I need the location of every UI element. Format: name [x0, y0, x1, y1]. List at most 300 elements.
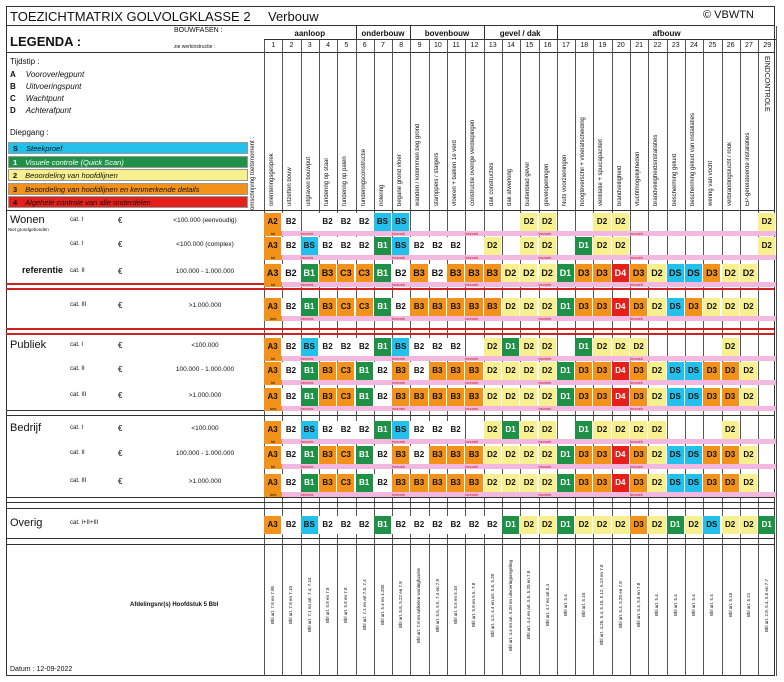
visit-label: bezoek [465, 464, 479, 469]
matrix-cell: B1 [356, 388, 374, 406]
matrix-cell: B3 [429, 362, 447, 380]
row-group-label: Publiek [10, 339, 47, 351]
row-value-range: 100.000 - 1.000.000 [175, 366, 235, 373]
column-label: wanden / kolommen beg grond [415, 123, 422, 206]
visit-start-label: bes [264, 492, 282, 497]
matrix-cell: B2 [392, 264, 410, 282]
bbl-reference: Bbl art. 5.21 [745, 592, 751, 618]
column-label: oriënteringsgesprek [269, 153, 275, 206]
matrix-cell: D3 [593, 298, 611, 316]
row-value-range: <100.000 (eenvoudig) [173, 217, 237, 224]
matrix-cell: D3 [593, 474, 611, 492]
matrix-cell: D4 [612, 446, 630, 464]
matrix-cell: D2 [539, 338, 557, 356]
column-number: 7 [380, 42, 385, 49]
row-value-range: <100.000 (complex) [176, 241, 234, 248]
column-number: 14 [507, 42, 515, 49]
column-label: uitgraven bouwput [305, 156, 312, 206]
matrix-cell: A3 [264, 362, 282, 380]
matrix-cell: B2 [374, 474, 392, 492]
matrix-cell: D3 [703, 362, 721, 380]
matrix-cell: B2 [319, 237, 337, 255]
matrix-cell: B2 [410, 237, 428, 255]
legend-code: B [10, 82, 16, 91]
visit-label: bezoek [300, 255, 314, 260]
legend-label: Beoordeling van hoofdlijnen [25, 171, 118, 180]
matrix-cell: D2 [648, 298, 666, 316]
column-label: vluchtmogelijkheden [635, 151, 641, 206]
matrix-cell: D3 [593, 362, 611, 380]
visit-start-label: tel [264, 439, 282, 444]
matrix-cell: D2 [539, 264, 557, 282]
matrix-cell: B2 [392, 516, 410, 534]
matrix-cell: B3 [319, 474, 337, 492]
matrix-cell: D2 [539, 362, 557, 380]
legend-tijdstip-item [10, 106, 71, 115]
matrix-cell: B2 [447, 237, 465, 255]
matrix-cell: D3 [575, 264, 593, 282]
matrix-cell: B1 [301, 446, 319, 464]
visit-label: bezoek [630, 464, 643, 469]
column-number: 25 [708, 42, 717, 49]
column-number: 16 [543, 42, 552, 49]
matrix-cell: B1 [301, 362, 319, 380]
visit-label: bezoek [465, 255, 479, 260]
matrix-cell: D1 [758, 516, 776, 534]
legend-diepgang-item [8, 142, 248, 154]
column-number: 13 [488, 42, 497, 49]
matrix-cell: D2 [740, 474, 758, 492]
row-value-range: >1.000.000 [188, 302, 222, 309]
bbl-reference: Bbl art. 5.4 [654, 594, 660, 616]
matrix-cell: BS [392, 421, 410, 439]
row-group-label: referentie [22, 265, 64, 275]
column-number: 20 [616, 42, 625, 49]
matrix-cell: B2 [374, 446, 392, 464]
visit-label: bezoek [465, 492, 479, 497]
visit-bar [264, 282, 776, 287]
matrix-cell: B1 [374, 516, 392, 534]
matrix-cell: B2 [410, 362, 428, 380]
visit-label: bezoek [392, 464, 405, 469]
bbl-reference: Bbl art. 4.4 en art. 5.5, 5.20 en 7.8 [526, 570, 532, 640]
bbl-reference: Bbl art. 5.4 en 4.205 [379, 584, 385, 626]
visit-label: bezoek [465, 316, 479, 321]
legend-code: C [10, 94, 16, 103]
row-currency: € [118, 216, 123, 225]
matrix-cell: B3 [319, 362, 337, 380]
matrix-cell: B2 [429, 338, 447, 356]
matrix-cell: D3 [703, 474, 721, 492]
matrix-cell: D2 [593, 213, 611, 231]
column-number: 6 [362, 42, 367, 49]
matrix-cell: D3 [703, 264, 721, 282]
visit-bar [264, 356, 776, 361]
visit-label: bezoek [538, 380, 552, 385]
matrix-cell: D2 [722, 264, 740, 282]
matrix-cell: D1 [575, 421, 593, 439]
matrix-cell: A2 [264, 213, 282, 231]
matrix-cell: B2 [410, 446, 428, 464]
matrix-cell: B3 [319, 388, 337, 406]
bbl-reference: Bbl art. 5.10 [727, 592, 733, 618]
row-value-range: 100.000 - 1.000.000 [175, 268, 235, 275]
matrix-cell: BS [301, 338, 319, 356]
matrix-cell: B1 [374, 237, 392, 255]
visit-start-label: bes [264, 316, 282, 321]
legend-code: A [10, 70, 16, 79]
matrix-cell: D1 [557, 362, 575, 380]
row-category: cat. II [70, 450, 85, 456]
matrix-cell: D4 [612, 362, 630, 380]
matrix-cell: A3 [264, 446, 282, 464]
matrix-cell: D3 [703, 446, 721, 464]
matrix-cell: B3 [484, 264, 502, 282]
matrix-cell: D3 [703, 388, 721, 406]
matrix-cell: B1 [356, 362, 374, 380]
column-label: gevelopeningen [543, 163, 550, 206]
matrix-cell: D2 [539, 421, 557, 439]
matrix-cell: DS [685, 446, 703, 464]
matrix-cell: D1 [575, 338, 593, 356]
matrix-cell: A3 [264, 237, 282, 255]
column-number: 12 [470, 42, 479, 49]
legend-tijdstip-item [10, 94, 64, 103]
legend-title: LEGENDA : [10, 34, 82, 49]
matrix-cell: B2 [337, 516, 355, 534]
row-currency: € [118, 424, 123, 433]
legend-code: S [13, 144, 19, 153]
column-label: ventilatie + spuicapaciteit [598, 139, 605, 206]
matrix-cell: B2 [447, 516, 465, 534]
matrix-cell: B1 [301, 264, 319, 282]
matrix-cell: D3 [630, 298, 648, 316]
bbl-reference: Bbl art. 7.1 en art 7.8, 7.4 [361, 579, 367, 631]
bbl-reference: Bbl art. 5.8 en 7.8 [343, 587, 349, 623]
matrix-cell: B3 [392, 474, 410, 492]
matrix-cell: D2 [593, 237, 611, 255]
matrix-cell: B2 [447, 338, 465, 356]
matrix-cell: B3 [410, 388, 428, 406]
matrix-cell: B2 [374, 362, 392, 380]
visit-label: bezoek [630, 316, 643, 321]
bbl-reference: Bbl art. 5.4 [709, 594, 715, 616]
bbl-reference: Bbl art. 5.4 [690, 594, 696, 616]
matrix-cell: A3 [264, 298, 282, 316]
matrix-cell: D2 [502, 362, 520, 380]
matrix-cell: B3 [429, 298, 447, 316]
visit-label: bezoek [630, 439, 643, 444]
matrix-cell: D1 [502, 338, 520, 356]
visit-label: bezoek [465, 282, 479, 287]
visit-start-label: tel [264, 255, 282, 260]
column-label: vloeren + balken 1e verd [452, 140, 458, 206]
matrix-cell: B2 [410, 421, 428, 439]
matrix-cell: D1 [557, 388, 575, 406]
matrix-cell: B3 [319, 446, 337, 464]
matrix-cell: B1 [301, 298, 319, 316]
matrix-cell: B2 [282, 421, 300, 439]
matrix-cell: B2 [374, 388, 392, 406]
visit-bar [264, 231, 776, 236]
visit-label: bezoek [538, 439, 552, 444]
row-currency: € [118, 240, 123, 249]
column-label: fundering op staal [323, 158, 330, 206]
matrix-cell: D2 [502, 264, 520, 282]
matrix-cell: D2 [758, 237, 776, 255]
matrix-cell: D2 [612, 421, 630, 439]
column-number: 23 [671, 42, 680, 49]
refs-label: Afdelingsnr(s) Hoofdstuk 5 Bbl [130, 602, 219, 608]
row-group-label: Bedrijf [10, 422, 42, 434]
column-label: buitenblad gevel [525, 162, 532, 206]
matrix-cell: A3 [264, 388, 282, 406]
phase-0: aanloop [294, 29, 326, 38]
matrix-cell: D2 [520, 338, 538, 356]
bbl-reference: Bbl art. 7.8 en 7.9b [270, 585, 275, 625]
matrix-cell: D3 [685, 298, 703, 316]
column-label: stamppels / stalgers [433, 152, 440, 206]
row-currency: € [118, 477, 123, 486]
matrix-cell: B2 [282, 298, 300, 316]
matrix-cell: B3 [392, 388, 410, 406]
matrix-cell: DS [685, 264, 703, 282]
visit-bar [264, 492, 776, 497]
matrix-cell: D2 [539, 388, 557, 406]
matrix-cell: B2 [319, 338, 337, 356]
legend-code: 4 [13, 198, 18, 207]
matrix-cell: D3 [630, 446, 648, 464]
column-label: Nuts voorzieningen [561, 154, 568, 206]
row-category: cat. II [70, 268, 85, 274]
matrix-cell: B2 [337, 237, 355, 255]
matrix-cell: B2 [282, 516, 300, 534]
matrix-cell: D2 [575, 516, 593, 534]
matrix-cell: B3 [447, 446, 465, 464]
matrix-cell: D2 [630, 338, 648, 356]
bbl-reference: Bbl art. 4.3, 4.4 en art. 5.6, 5.20 [489, 573, 495, 637]
row-category: cat. II [70, 366, 85, 372]
matrix-cell: B2 [356, 338, 374, 356]
legend-tijdstip-item [10, 82, 81, 91]
matrix-cell: D1 [557, 298, 575, 316]
matrix-cell: D2 [539, 516, 557, 534]
visit-label: bezoek [300, 282, 314, 287]
legend-code: 3 [13, 184, 18, 194]
matrix-cell: B2 [356, 237, 374, 255]
page-title: TOEZICHTMATRIX GOLVOLGKLASSE 2 [10, 9, 251, 24]
matrix-cell: B2 [337, 213, 355, 231]
matrix-cell: DS [685, 362, 703, 380]
phase-1: onderbouw [361, 29, 405, 38]
matrix-cell: B3 [410, 298, 428, 316]
matrix-cell: D2 [539, 474, 557, 492]
visit-label: bezoek [538, 316, 552, 321]
matrix-cell: C3 [337, 264, 355, 282]
row-value-range: <100.000 [191, 342, 219, 349]
column-label: begane grond vloer [397, 154, 404, 206]
legend-label: Beoordeling van hoofdlijnen en kenmerkende details [25, 184, 200, 194]
legend-code: 1 [13, 157, 18, 167]
matrix-cell: D2 [612, 237, 630, 255]
matrix-cell: DS [667, 264, 685, 282]
matrix-cell: B3 [465, 446, 483, 464]
matrix-cell: D2 [484, 474, 502, 492]
matrix-cell: D3 [630, 388, 648, 406]
matrix-cell: D2 [484, 338, 502, 356]
legend-code: 2 [13, 171, 18, 180]
row-category: cat. I [70, 241, 84, 247]
column-label: brandveiligheidsinstallaties [653, 134, 660, 206]
visit-label: bezoek [630, 282, 643, 287]
matrix-cell: A3 [264, 516, 282, 534]
matrix-cell: B2 [282, 264, 300, 282]
matrix-cell: DS [685, 388, 703, 406]
matrix-cell: B3 [447, 362, 465, 380]
legend-code: D [10, 106, 16, 115]
matrix-cell: D3 [630, 516, 648, 534]
visit-label: bezoek [538, 282, 552, 287]
matrix-cell: D2 [520, 421, 538, 439]
visit-label: bezoek [630, 492, 643, 497]
matrix-cell: D2 [740, 446, 758, 464]
visit-bar [264, 464, 776, 469]
bbl-reference: Bbl art. 5.8 en 7.8 [324, 587, 330, 623]
column-number: 19 [598, 42, 607, 49]
bouwfasen-label: BOUWFASEN : [174, 27, 223, 34]
visit-label: bezoek [465, 406, 479, 411]
bbl-reference: Bbl art. 5.4 [562, 594, 568, 616]
matrix-cell: B3 [410, 474, 428, 492]
matrix-cell: D2 [593, 421, 611, 439]
matrix-cell: B3 [465, 362, 483, 380]
matrix-cell: D2 [612, 213, 630, 231]
row-currency: € [118, 267, 123, 276]
visit-label: bezoek [465, 231, 479, 236]
matrix-cell: B3 [447, 474, 465, 492]
visit-label: bezoek [465, 356, 479, 361]
matrix-cell: B2 [282, 213, 300, 231]
matrix-cell: D3 [593, 264, 611, 282]
visit-label: bezoek [538, 406, 552, 411]
column-number: 9 [417, 42, 422, 49]
visit-label: bezoek [630, 231, 643, 236]
column-number: 29 [763, 42, 772, 49]
matrix-cell: B2 [410, 516, 428, 534]
legend-label: Visuele controle (Quick Scan) [25, 157, 124, 167]
row-category: cat. III [70, 392, 87, 398]
matrix-cell: D1 [557, 516, 575, 534]
matrix-cell: D2 [484, 446, 502, 464]
matrix-cell: DS [667, 362, 685, 380]
legend-label: Achterafpunt [25, 106, 72, 115]
visit-label: bezoek [392, 406, 405, 411]
matrix-cell: C3 [337, 298, 355, 316]
column-number: 8 [399, 42, 404, 49]
column-label: verbrandingslucht / rook [726, 141, 733, 206]
phase-2: bovenbouw [424, 29, 470, 38]
matrix-cell: D2 [539, 237, 557, 255]
matrix-cell: D2 [539, 446, 557, 464]
visit-start-label: tel [264, 380, 282, 385]
matrix-cell: D2 [648, 474, 666, 492]
row-category: cat. I [70, 217, 84, 223]
visit-start-label: tel [264, 231, 282, 236]
matrix-cell: D3 [575, 362, 593, 380]
matrix-cell: B2 [429, 421, 447, 439]
matrix-cell: B3 [429, 446, 447, 464]
matrix-cell: D2 [612, 516, 630, 534]
column-label: uitzetten bouw [287, 167, 294, 206]
matrix-cell: D2 [722, 298, 740, 316]
matrix-cell: D2 [520, 446, 538, 464]
row-category: cat. I [70, 342, 84, 348]
column-label: dak afwerking [506, 168, 513, 206]
visit-label: bezoek [538, 356, 552, 361]
matrix-cell: D2 [502, 474, 520, 492]
matrix-cell: B2 [447, 421, 465, 439]
matrix-cell: D3 [630, 362, 648, 380]
matrix-cell: D2 [685, 516, 703, 534]
legend-label: Wachtpunt [25, 94, 64, 103]
row-category: cat. III [70, 478, 87, 484]
matrix-cell: B3 [465, 264, 483, 282]
matrix-cell: D2 [520, 474, 538, 492]
matrix-cell: DS [703, 516, 721, 534]
column-label: riolering [378, 184, 385, 206]
matrix-cell: C3 [337, 388, 355, 406]
row-group-label: Overig [10, 517, 43, 529]
matrix-cell: A3 [264, 474, 282, 492]
matrix-cell: D2 [484, 388, 502, 406]
matrix-cell: D3 [722, 474, 740, 492]
column-label: constructie overige verdiepingen [470, 119, 477, 206]
tijdstip-title: Tijdstip : [10, 57, 40, 66]
matrix-cell: B2 [484, 516, 502, 534]
matrix-cell: B2 [337, 421, 355, 439]
column-number: 21 [635, 42, 644, 49]
matrix-cell: D2 [593, 516, 611, 534]
matrix-cell: B2 [356, 213, 374, 231]
visit-label: bezoek [630, 255, 643, 260]
bbl-reference: Bbl art. 4.7 en art 5.4 [544, 583, 550, 627]
bbl-reference: Bbl art. 5.8, 5.22 en 7.8 [398, 581, 404, 629]
visit-label: bezoek [392, 380, 405, 385]
matrix-cell: D1 [575, 237, 593, 255]
legend-label: Algehele controle van alle onderdelen [25, 198, 151, 207]
matrix-cell: B3 [447, 298, 465, 316]
matrix-cell: B3 [410, 264, 428, 282]
legend-diepgang-item [8, 196, 248, 208]
matrix-cell: B2 [319, 213, 337, 231]
visit-label: bezoek [300, 380, 314, 385]
visit-label: bezoek [300, 464, 314, 469]
matrix-cell: B2 [356, 516, 374, 534]
legend-label: Uitvoeringspunt [25, 82, 82, 91]
matrix-cell: D2 [740, 298, 758, 316]
visit-label: bezoek [630, 380, 643, 385]
matrix-cell: D4 [612, 298, 630, 316]
werkinstructie-label: zie werkinstructie : [174, 44, 216, 50]
visit-label: bezoek [538, 255, 552, 260]
matrix-cell: D2 [612, 338, 630, 356]
bbl-reference: Bbl art. 7.1 en art. 7.4, 7.24 [306, 577, 312, 633]
matrix-cell: C3 [337, 362, 355, 380]
matrix-cell: C3 [337, 446, 355, 464]
column-label: fundering op palen [342, 156, 349, 206]
matrix-cell: A3 [264, 421, 282, 439]
copyright-label: © VBWTN [703, 9, 754, 21]
